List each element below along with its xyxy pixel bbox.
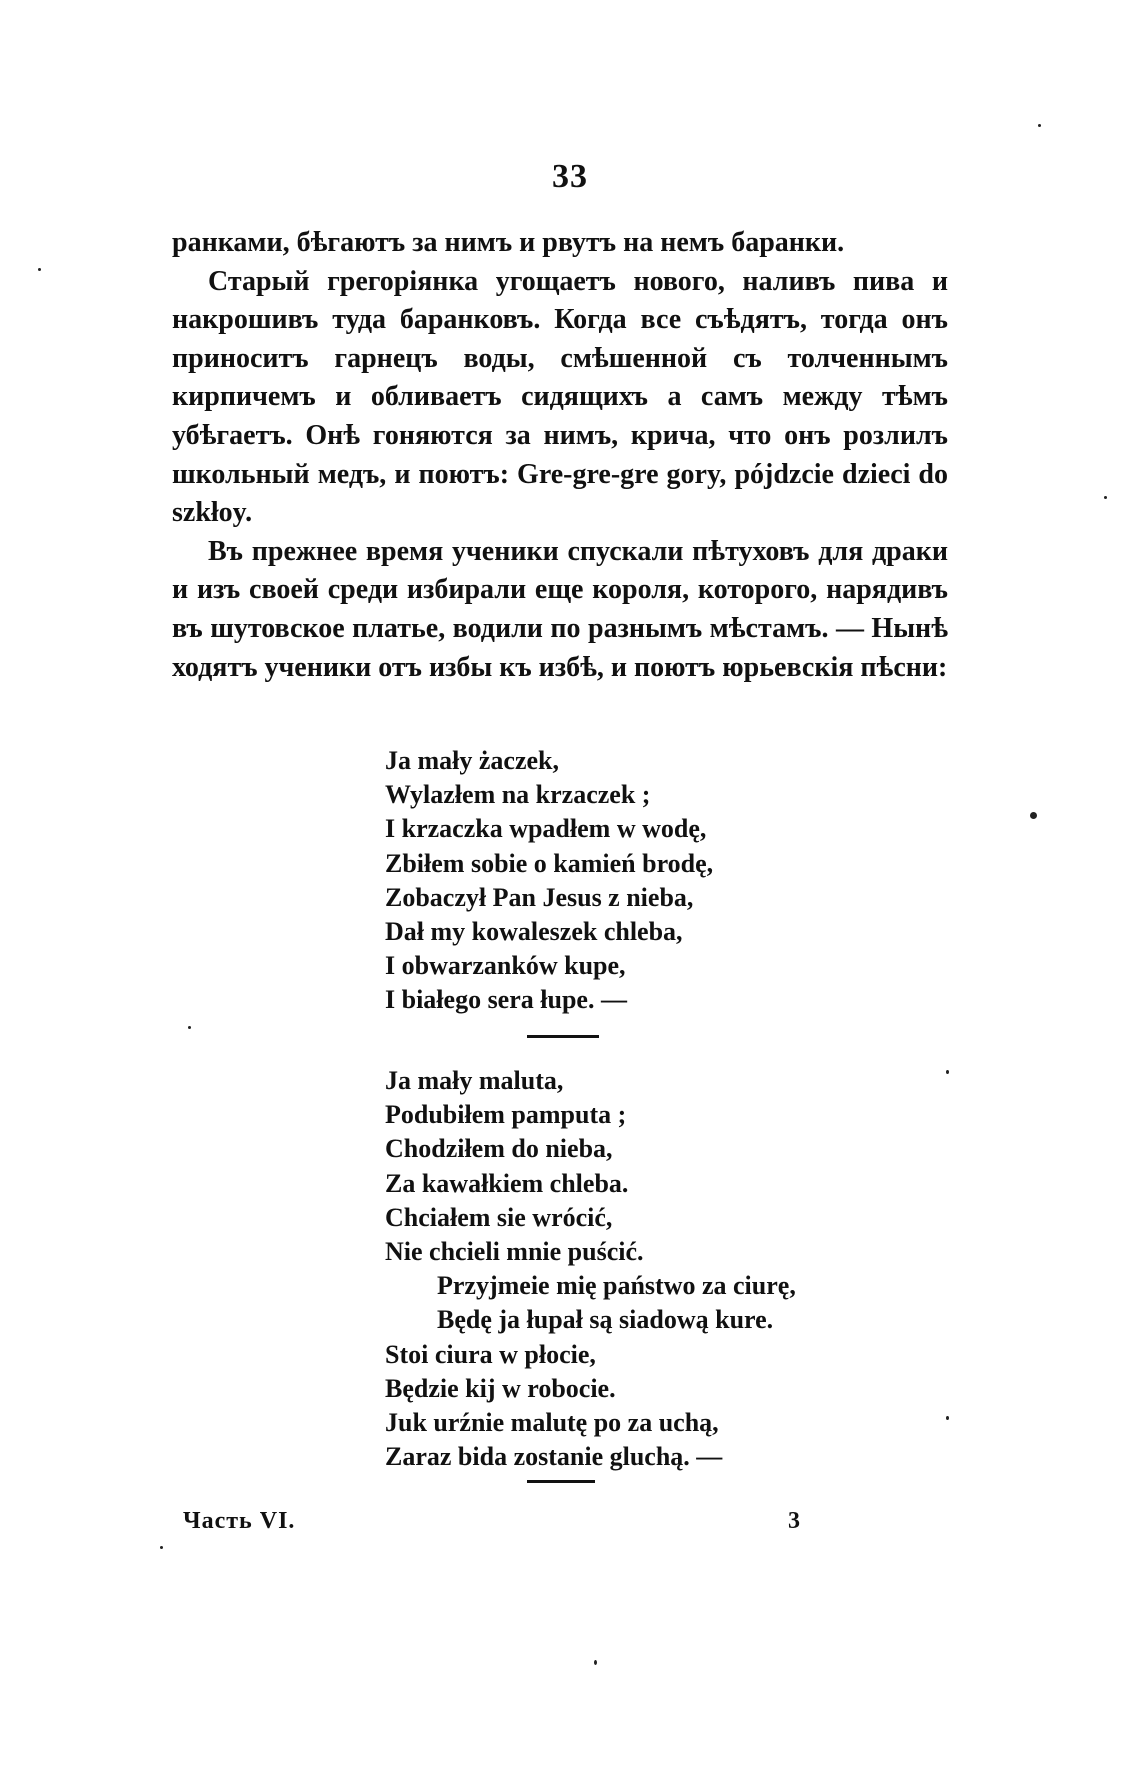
poem-line: Juk urźnie malutę po za uchą, — [385, 1408, 719, 1438]
scan-speck — [188, 1026, 191, 1029]
poem-line: Nie chcieli mnie puścić. — [385, 1237, 644, 1267]
poem-line: Zaraz bida zostanie gluchą. — — [385, 1442, 723, 1472]
paragraph-2: Старый грегоріянка угощаетъ нового, наливъ пива и накрошивъ туда баранковъ. Когда все съѣдятъ, тогда онъ приноситъ гарнецъ воды, смѣшенной съ толченнымъ кирпичемъ и обливаетъ сидящихъ а самъ между тѣмъ убѣгаетъ. Онѣ гоняются за нимъ, крича, что онъ розлилъ школьный медъ, и поютъ: Gre-gre-gre gory, pójdzcie dzieci do szkłoy. — [172, 265, 948, 529]
poem-line: Ja mały maluta, — [385, 1066, 564, 1095]
scan-speck — [946, 1416, 949, 1420]
poem-line: Za kawałkiem chleba. — [385, 1168, 629, 1198]
poem-line: Chodziłem do nieba, — [385, 1134, 613, 1164]
scan-speck — [594, 1660, 597, 1665]
paragraph-3: Въ прежнее время ученики спускали пѣтуховъ для драки и изъ своей среди избирали еще короля, которого, нарядивъ въ шутовское платье, водили по разнымъ мѣстамъ. — Нынѣ ходятъ ученики отъ избы къ избѣ, и поютъ юрьевскія пѣсни: — [172, 535, 948, 683]
scan-speck — [38, 268, 41, 271]
poem-second — [385, 1064, 796, 1474]
poem-line: I obwarzanków kupe, — [385, 951, 626, 981]
poem-line: Stoi ciura w płocie, — [385, 1339, 596, 1369]
poem-line: Będę ja łupał są siadową kure. — [437, 1305, 774, 1335]
poem-first — [385, 744, 713, 1018]
scan-speck — [946, 1070, 949, 1074]
poem-line: Zbiłem sobie o kamień brodę, — [385, 848, 714, 878]
poem-line: Przyjmeie mię państwo za ciurę, — [437, 1271, 796, 1301]
poem-line: Będzie kij w robocie. — [385, 1373, 616, 1403]
poem-line: Ja mały żaczek, — [385, 746, 560, 775]
scan-speck — [1104, 496, 1107, 499]
prose-block — [172, 224, 948, 687]
scan-speck — [160, 1546, 163, 1549]
poem-line: I krzaczka wpadłem w wodę, — [385, 814, 707, 844]
poem-line: Dał my kowaleszek chleba, — [385, 917, 683, 947]
scan-speck — [1030, 812, 1037, 819]
scan-speck — [1038, 124, 1041, 127]
poem-line: Podubiłem pamputa ; — [385, 1100, 627, 1130]
poem-line: Chciałem sie wrócić, — [385, 1202, 613, 1232]
paragraph-1: ранками, бѣгаютъ за нимъ и рвутъ на немъ баранки. — [172, 227, 845, 258]
poem-line: Wylazłem na krzaczek ; — [385, 780, 651, 810]
footer-part-label: Часть VI. — [183, 1508, 296, 1534]
poem-line: I białego sera łupe. — — [385, 985, 627, 1015]
page-number: 33 — [552, 158, 588, 195]
section-divider — [527, 1480, 595, 1483]
footer-signature-mark: 3 — [788, 1508, 800, 1534]
section-divider — [527, 1035, 599, 1038]
poem-line: Zobaczył Pan Jesus z nieba, — [385, 882, 694, 912]
